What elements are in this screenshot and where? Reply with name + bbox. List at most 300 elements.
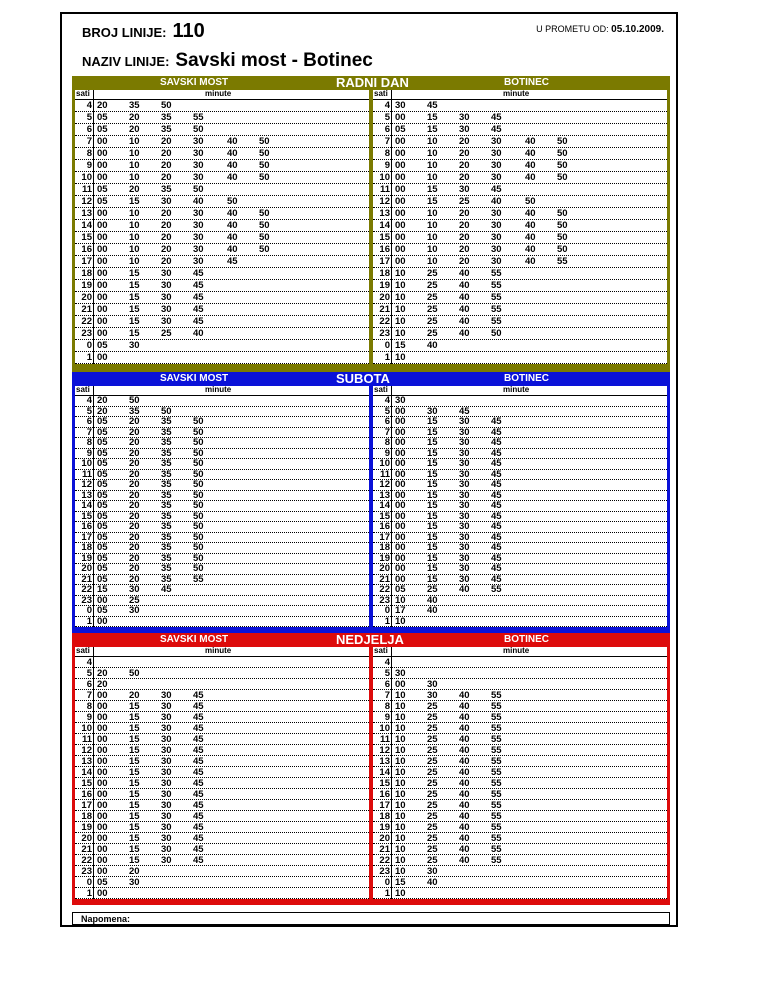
minute-cell: 15: [129, 268, 140, 279]
minute-cell: 05: [97, 447, 108, 459]
minute-cell: 20: [97, 395, 108, 406]
hour-cell: 0: [86, 877, 92, 888]
hour-cell: 8: [384, 148, 390, 159]
minute-cell: 30: [193, 172, 204, 183]
minute-cell: 15: [427, 437, 438, 448]
minute-cell: 45: [491, 479, 502, 490]
timetable-row: [373, 888, 667, 899]
minute-cell: 50: [557, 172, 568, 183]
hour-cell: 10: [379, 172, 390, 183]
minute-cell: 25: [427, 855, 438, 866]
minute-cell: 15: [427, 458, 438, 469]
minute-cell: 20: [129, 447, 140, 459]
timetable-row: [373, 543, 667, 554]
hour-cell: 19: [81, 822, 92, 833]
timetable-row: [75, 564, 369, 575]
hour-cell: 15: [379, 232, 390, 243]
minute-cell: 25: [427, 280, 438, 291]
minute-cell: 10: [395, 800, 406, 811]
timetable-row: [373, 767, 667, 778]
column-divider: [391, 712, 392, 723]
day-type-label: NEDJELJA: [336, 632, 404, 647]
minute-cell: 15: [427, 416, 438, 427]
minute-cell: 50: [525, 196, 536, 207]
hour-column-label: sati: [374, 646, 388, 655]
column-divider: [93, 124, 94, 136]
panel-left: [75, 647, 369, 899]
minute-cell: 10: [427, 220, 438, 231]
column-divider: [93, 386, 94, 396]
column-divider: [93, 811, 94, 822]
minute-cell: 45: [193, 833, 204, 844]
minute-cell: 00: [97, 615, 108, 627]
column-divider: [391, 596, 392, 607]
minute-cell: 10: [427, 160, 438, 171]
column-divider: [93, 877, 94, 888]
minute-cell: 35: [161, 479, 172, 490]
minute-cell: 20: [129, 690, 140, 701]
minute-cell: 00: [97, 822, 108, 833]
panel-right: [373, 647, 667, 899]
minute-cell: 45: [193, 316, 204, 327]
minute-cell: 30: [395, 395, 406, 406]
minute-cell: 15: [129, 280, 140, 291]
minute-cell: 20: [129, 531, 140, 543]
minute-cell: 30: [193, 136, 204, 147]
minute-cell: 30: [161, 833, 172, 844]
column-divider: [93, 533, 94, 544]
direction-left-label: SAVSKI MOST: [160, 373, 229, 384]
hour-cell: 14: [81, 500, 92, 511]
minute-cell: 55: [491, 767, 502, 778]
minute-cell: 55: [557, 256, 568, 267]
minute-cell: 05: [97, 437, 108, 448]
minute-cell: 40: [459, 778, 470, 789]
hour-cell: 21: [81, 304, 92, 315]
minute-cell: 40: [459, 800, 470, 811]
minute-cell: 45: [193, 789, 204, 800]
timetable-row: [373, 340, 667, 352]
minute-cell: 45: [491, 563, 502, 574]
minute-cell: 40: [525, 136, 536, 147]
minute-cell: 40: [525, 244, 536, 255]
minute-cell: 40: [459, 822, 470, 833]
column-divider: [391, 148, 392, 160]
minute-cell: 15: [427, 184, 438, 195]
section-nedjelja: [72, 633, 670, 905]
minute-cell: 30: [161, 822, 172, 833]
hour-cell: 7: [86, 690, 92, 701]
column-divider: [391, 522, 392, 533]
hour-cell: 0: [384, 605, 390, 616]
minute-cell: 10: [427, 172, 438, 183]
panel-header: [75, 647, 369, 657]
timetable-row: [75, 136, 369, 148]
minute-cell: 40: [525, 148, 536, 159]
hour-cell: 13: [379, 208, 390, 219]
timetable-row: [75, 767, 369, 778]
minute-cell: 40: [427, 340, 438, 351]
minute-cell: 30: [459, 124, 470, 135]
column-divider: [391, 679, 392, 690]
column-divider: [391, 756, 392, 767]
minute-cell: 45: [193, 822, 204, 833]
minute-cell: 40: [227, 136, 238, 147]
minute-cell: 40: [525, 208, 536, 219]
hour-cell: 10: [81, 458, 92, 469]
minute-cell: 45: [193, 734, 204, 745]
hour-cell: 11: [379, 734, 390, 745]
minute-cell: 10: [395, 866, 406, 877]
minute-cell: 10: [395, 594, 406, 606]
column-divider: [391, 268, 392, 280]
timetable-row: [75, 596, 369, 607]
hour-cell: 0: [86, 605, 92, 616]
column-divider: [93, 112, 94, 124]
minute-cell: 55: [491, 734, 502, 745]
minute-cell: 05: [97, 563, 108, 574]
valid-from-date: 05.10.2009.: [611, 24, 664, 35]
hour-cell: 7: [86, 426, 92, 438]
minute-cell: 30: [161, 304, 172, 315]
minute-cell: 30: [459, 447, 470, 459]
timetable-row: [75, 543, 369, 554]
timetable-row: [373, 220, 667, 232]
timetable-row: [75, 280, 369, 292]
minute-cell: 00: [395, 468, 406, 480]
minute-cell: 00: [97, 292, 108, 303]
minute-cell: 10: [395, 789, 406, 800]
minute-cell: 15: [129, 712, 140, 723]
minute-cell: 15: [129, 778, 140, 789]
minute-cell: 00: [395, 244, 406, 255]
minute-cell: 25: [427, 844, 438, 855]
minute-cell: 30: [459, 542, 470, 553]
timetable-row: [75, 449, 369, 460]
hour-cell: 13: [379, 489, 390, 501]
section-subota: [72, 372, 670, 633]
timetable-row: [373, 407, 667, 418]
minute-cell: 30: [459, 500, 470, 511]
valid-from: [536, 24, 664, 35]
hour-cell: 20: [81, 563, 92, 574]
minute-cell: 00: [395, 136, 406, 147]
line-number: 110: [172, 20, 205, 42]
column-divider: [93, 657, 94, 668]
minute-cell: 30: [395, 100, 406, 111]
hour-cell: 10: [379, 723, 390, 734]
minute-cell: 25: [427, 712, 438, 723]
minute-cell: 00: [97, 268, 108, 279]
column-divider: [93, 208, 94, 220]
column-divider: [391, 690, 392, 701]
minute-cell: 20: [129, 573, 140, 585]
hour-cell: 7: [384, 690, 390, 701]
minute-cell: 30: [491, 220, 502, 231]
minute-cell: 30: [491, 148, 502, 159]
column-divider: [93, 756, 94, 767]
minute-cell: 05: [395, 584, 406, 595]
column-divider: [391, 449, 392, 460]
minute-cell: 20: [129, 542, 140, 553]
minute-cell: 45: [459, 405, 470, 417]
minute-cell: 15: [97, 584, 108, 595]
minute-cell: 30: [491, 232, 502, 243]
timetable-row: [75, 811, 369, 822]
timetable-row: [75, 220, 369, 232]
minute-cell: 10: [395, 701, 406, 712]
minute-cell: 25: [427, 268, 438, 279]
hour-column-label: sati: [76, 385, 90, 394]
minute-cell: 50: [193, 426, 204, 438]
column-divider: [391, 90, 392, 100]
column-divider: [93, 522, 94, 533]
minute-cell: 40: [227, 208, 238, 219]
column-divider: [93, 491, 94, 502]
minute-cell: 30: [491, 256, 502, 267]
minute-cell: 00: [395, 112, 406, 123]
minute-cell: 40: [427, 605, 438, 616]
hour-cell: 14: [379, 500, 390, 511]
column-divider: [391, 822, 392, 833]
timetable-row: [75, 470, 369, 481]
note-box: [72, 912, 670, 925]
minute-cell: 30: [161, 767, 172, 778]
column-divider: [391, 417, 392, 428]
timetable-row: [373, 522, 667, 533]
minute-cell: 55: [491, 745, 502, 756]
minute-cell: 00: [97, 208, 108, 219]
column-divider: [391, 160, 392, 172]
minute-cell: 30: [193, 208, 204, 219]
hour-cell: 5: [384, 668, 390, 679]
line-number-label: BROJ LINIJE:: [82, 25, 167, 40]
hour-cell: 8: [384, 437, 390, 448]
column-divider: [93, 396, 94, 407]
minute-cell: 50: [193, 552, 204, 564]
hour-cell: 22: [379, 316, 390, 327]
timetable-row: [373, 554, 667, 565]
minute-cell: 00: [97, 734, 108, 745]
column-divider: [93, 148, 94, 160]
hour-cell: 11: [81, 468, 92, 480]
hour-cell: 6: [86, 124, 92, 135]
column-divider: [391, 136, 392, 148]
hour-cell: 19: [379, 822, 390, 833]
minute-cell: 55: [491, 723, 502, 734]
minute-cell: 15: [129, 844, 140, 855]
column-divider: [93, 470, 94, 481]
column-divider: [93, 160, 94, 172]
hour-cell: 7: [384, 426, 390, 438]
minute-cell: 35: [161, 542, 172, 553]
minute-cell: 45: [491, 112, 502, 123]
hour-cell: 14: [379, 767, 390, 778]
hour-column-label: sati: [374, 385, 388, 394]
minute-cell: 15: [129, 196, 140, 207]
column-divider: [391, 668, 392, 679]
hour-cell: 4: [384, 100, 390, 111]
timetable-row: [75, 100, 369, 112]
minute-cell: 00: [395, 172, 406, 183]
minute-cell: 45: [491, 500, 502, 511]
timetable-row: [75, 701, 369, 712]
minute-cell: 10: [129, 160, 140, 171]
hour-cell: 19: [379, 280, 390, 291]
hour-cell: 19: [379, 552, 390, 564]
minute-cell: 50: [259, 136, 270, 147]
minute-cell: 50: [557, 148, 568, 159]
timetable-row: [75, 522, 369, 533]
minute-cell: 10: [129, 232, 140, 243]
hour-cell: 11: [379, 468, 390, 480]
column-divider: [391, 184, 392, 196]
column-divider: [93, 606, 94, 617]
column-divider: [93, 617, 94, 628]
section-radni-dan: [72, 76, 670, 372]
minute-cell: 40: [459, 789, 470, 800]
hour-cell: 7: [86, 136, 92, 147]
minute-cell: 50: [259, 172, 270, 183]
minute-cell: 30: [491, 160, 502, 171]
hour-cell: 23: [81, 866, 92, 877]
minute-cell: 25: [129, 594, 140, 606]
minute-cell: 30: [161, 789, 172, 800]
hour-cell: 6: [86, 679, 92, 690]
minute-cell: 40: [459, 723, 470, 734]
minute-cell: 35: [161, 521, 172, 532]
timetable-row: [75, 124, 369, 136]
minute-cell: 10: [395, 855, 406, 866]
hour-cell: 15: [379, 778, 390, 789]
timetable-row: [373, 690, 667, 701]
hour-cell: 22: [81, 316, 92, 327]
minute-cell: 00: [97, 280, 108, 291]
timetable-row: [75, 657, 369, 668]
minute-cell: 35: [161, 416, 172, 427]
minute-cell: 00: [97, 723, 108, 734]
minute-cell: 05: [97, 340, 108, 351]
minute-cell: 20: [129, 479, 140, 490]
timetable-row: [373, 268, 667, 280]
column-divider: [93, 90, 94, 100]
minute-cell: 40: [459, 292, 470, 303]
minute-cell: 30: [427, 405, 438, 417]
column-divider: [391, 438, 392, 449]
minute-cell: 30: [459, 563, 470, 574]
timetable-row: [75, 679, 369, 690]
minute-cell: 55: [491, 690, 502, 701]
timetable-row: [75, 585, 369, 596]
minute-cell: 05: [97, 500, 108, 511]
hour-cell: 13: [81, 756, 92, 767]
hour-cell: 4: [86, 100, 92, 111]
minute-cell: 20: [129, 510, 140, 522]
timetable-row: [75, 352, 369, 364]
hour-cell: 1: [86, 352, 92, 363]
minute-cell: 45: [193, 690, 204, 701]
minute-cell: 05: [97, 416, 108, 427]
column-divider: [93, 554, 94, 565]
column-divider: [391, 811, 392, 822]
timetable-row: [75, 459, 369, 470]
hour-cell: 9: [86, 447, 92, 459]
column-divider: [93, 136, 94, 148]
minute-cell: 10: [395, 756, 406, 767]
timetable-row: [373, 844, 667, 855]
minutes-column-label: minute: [503, 385, 530, 394]
column-divider: [391, 256, 392, 268]
column-divider: [93, 543, 94, 554]
minute-cell: 50: [557, 232, 568, 243]
minute-cell: 10: [395, 712, 406, 723]
column-divider: [391, 564, 392, 575]
timetable-row: [373, 184, 667, 196]
minute-cell: 15: [427, 510, 438, 522]
hour-cell: 12: [379, 196, 390, 207]
timetable-sheet: [60, 12, 678, 927]
minute-cell: 45: [491, 468, 502, 480]
minute-cell: 10: [395, 811, 406, 822]
timetable-row: [373, 617, 667, 628]
minute-cell: 15: [427, 542, 438, 553]
timetable-row: [75, 316, 369, 328]
minute-cell: 40: [459, 756, 470, 767]
minute-cell: 15: [129, 822, 140, 833]
timetable-row: [75, 789, 369, 800]
minute-cell: 50: [259, 244, 270, 255]
minute-cell: 15: [427, 500, 438, 511]
line-name: Savski most - Botinec: [175, 50, 373, 71]
minute-cell: 40: [459, 712, 470, 723]
line-name-label: NAZIV LINIJE:: [82, 54, 170, 69]
minutes-column-label: minute: [503, 646, 530, 655]
minute-cell: 40: [525, 220, 536, 231]
minute-cell: 00: [395, 437, 406, 448]
minute-cell: 40: [427, 877, 438, 888]
timetable-row: [75, 160, 369, 172]
minute-cell: 20: [129, 416, 140, 427]
timetable-row: [75, 438, 369, 449]
minute-cell: 50: [193, 468, 204, 480]
minute-cell: 00: [97, 160, 108, 171]
column-divider: [391, 280, 392, 292]
column-divider: [391, 232, 392, 244]
minute-cell: 30: [161, 701, 172, 712]
minute-cell: 20: [459, 256, 470, 267]
minute-cell: 45: [193, 778, 204, 789]
minute-cell: 50: [557, 136, 568, 147]
column-divider: [391, 767, 392, 778]
minute-cell: 00: [97, 256, 108, 267]
panel-header: [373, 90, 667, 100]
minute-cell: 55: [491, 855, 502, 866]
direction-left-label: SAVSKI MOST: [160, 634, 229, 645]
hour-cell: 4: [384, 657, 390, 668]
minute-cell: 00: [97, 136, 108, 147]
minute-cell: 45: [491, 458, 502, 469]
timetable-row: [373, 470, 667, 481]
column-divider: [93, 428, 94, 439]
minute-cell: 10: [427, 232, 438, 243]
minute-cell: 00: [97, 232, 108, 243]
column-divider: [391, 501, 392, 512]
column-divider: [93, 585, 94, 596]
minute-cell: 40: [525, 256, 536, 267]
column-divider: [391, 647, 392, 657]
minute-cell: 45: [427, 100, 438, 111]
minute-cell: 15: [427, 124, 438, 135]
